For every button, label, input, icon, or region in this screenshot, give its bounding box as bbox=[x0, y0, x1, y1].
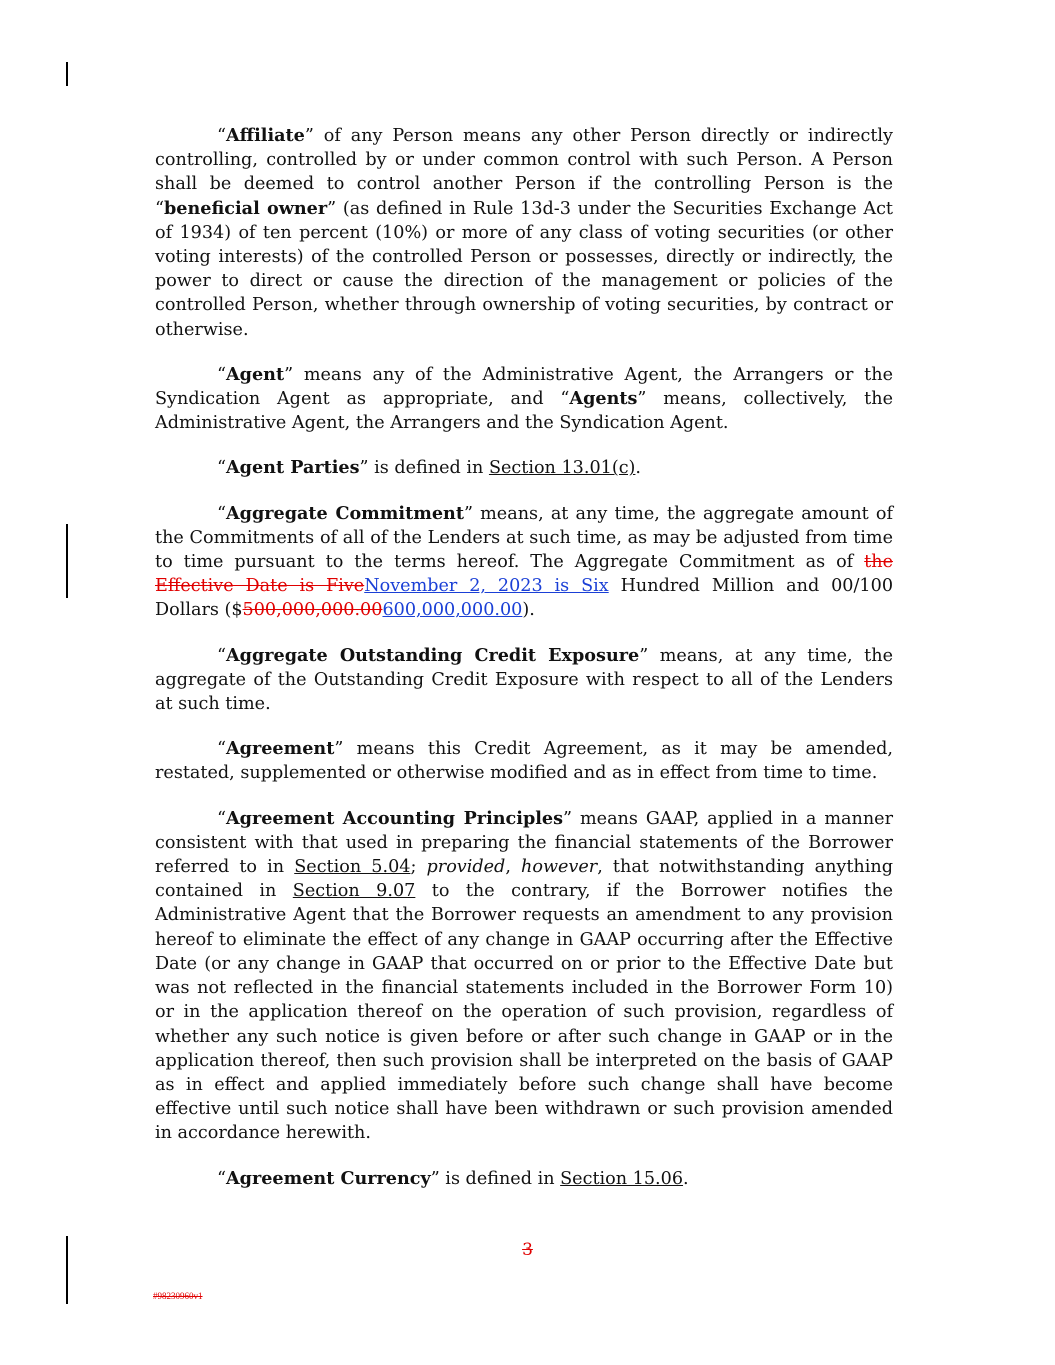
definition-agreement: “Agreement” means this Credit Agreement, as it may be amended, restated, supplemented or otherwise modified and as in effect from time to time. bbox=[155, 738, 893, 784]
defined-term: Agent bbox=[226, 363, 285, 385]
defined-term: Agents bbox=[569, 388, 638, 410]
definition-aggregate-commitment: “Aggregate Commitment” means, at any time, the aggregate amount of the Commitments of all of the Lenders at such time, as may be adjusted from time to time pursuant to the terms hereof. The Aggregate Commitment as of the Effective Date is FiveNovember 2, 2023 is Six Hundred Million and 00/100 Dollars ($500,000,000.00600,000,000.00). bbox=[155, 502, 894, 621]
definition-aggregate-outstanding-credit-exposure: “Aggregate Outstanding Credit Exposure” means, at any time, the aggregate of the Outstanding Credit Exposure with respect to all of the Lenders at such time. bbox=[155, 644, 893, 715]
defined-term: beneficial owner bbox=[164, 197, 328, 219]
definition-agent: “Agent” means any of the Administrative Agent, the Arrangers or the Syndication Agent as appropriate, and “Agents” means, collectively, the Administrative Agent, the Arrangers and the Syndication Agent. bbox=[155, 363, 893, 434]
section-reference[interactable]: Section 9.07 bbox=[292, 881, 416, 902]
definition-affiliate: “Affiliate” of any Person means any other Person directly or indirectly controlling, controlled by or under common control with such Person. A Person shall be deemed to control another Person if the controlling Person is the “beneficial owner” (as defined in Rule 13d-3 under the Securities Exchange Act of 1934) of ten percent (10%) or more of any class of voting securities (or other voting interests) of the controlled Person or possesses, directly or indirectly, the power to direct or cause the direction of the management or policies of the controlled Person, whether through ownership of voting securities, by contract or otherwise. bbox=[155, 125, 894, 340]
page-number: 3 bbox=[522, 1240, 533, 1260]
section-reference[interactable]: Section 15.06 bbox=[560, 1168, 684, 1189]
section-reference[interactable]: Section 13.01(c) bbox=[488, 458, 636, 479]
defined-term: Agreement Currency bbox=[226, 1167, 431, 1189]
section-reference[interactable]: Section 5.04 bbox=[294, 857, 411, 878]
inserted-text: November 2, 2023 is Six bbox=[364, 576, 609, 597]
defined-term: Agreement bbox=[226, 738, 335, 760]
document-id: #98230960v1 bbox=[153, 1291, 203, 1301]
definition-agreement-accounting-principles: “Agreement Accounting Principles” means GAAP, applied in a manner consistent with that used in preparing the financial statements of the Borrower referred to in Section 5.04; provided, however, that notwithstanding anything contained in Section 9.07 to the contrary, if the Borrower notifies the Administrative Agent that the Borrower requests an amendment to any provision hereof to eliminate the effect of any change in GAAP occurring after the Effective Date (or any change in GAAP that occurred on or prior to the Effective Date but was not reflected in the financial statements included in the Borrower Form 10) or in the application thereof on the operation of such provision, regardless of whether any such notice is given before or after such change in GAAP or in the application thereof, then such provision shall be interpreted on the basis of GAAP as in effect and applied immediately before such change shall have become effective until such notice shall have been withdrawn or such provision amended in accordance herewith. bbox=[155, 807, 893, 1144]
defined-term: Aggregate Commitment bbox=[226, 502, 464, 524]
deleted-text: the Effective Date is Five bbox=[155, 552, 893, 597]
defined-term: Agreement Accounting Principles bbox=[226, 807, 564, 829]
defined-term: Agent Parties bbox=[226, 457, 360, 479]
definitions-body bbox=[155, 124, 893, 1212]
change-bar-aggregate-commitment bbox=[66, 524, 68, 598]
defined-term: Aggregate Outstanding Credit Exposure bbox=[226, 644, 640, 666]
defined-term: Affiliate bbox=[226, 125, 305, 146]
deleted-text: 500,000,000.00 bbox=[242, 600, 383, 621]
definition-agreement-currency: “Agreement Currency” is defined in Section 15.06. bbox=[217, 1167, 689, 1189]
definition-agent-parties: “Agent Parties” is defined in Section 13.01(c). bbox=[217, 457, 642, 479]
change-bar-top bbox=[66, 62, 68, 86]
inserted-text: 600,000,000.00 bbox=[382, 600, 523, 621]
